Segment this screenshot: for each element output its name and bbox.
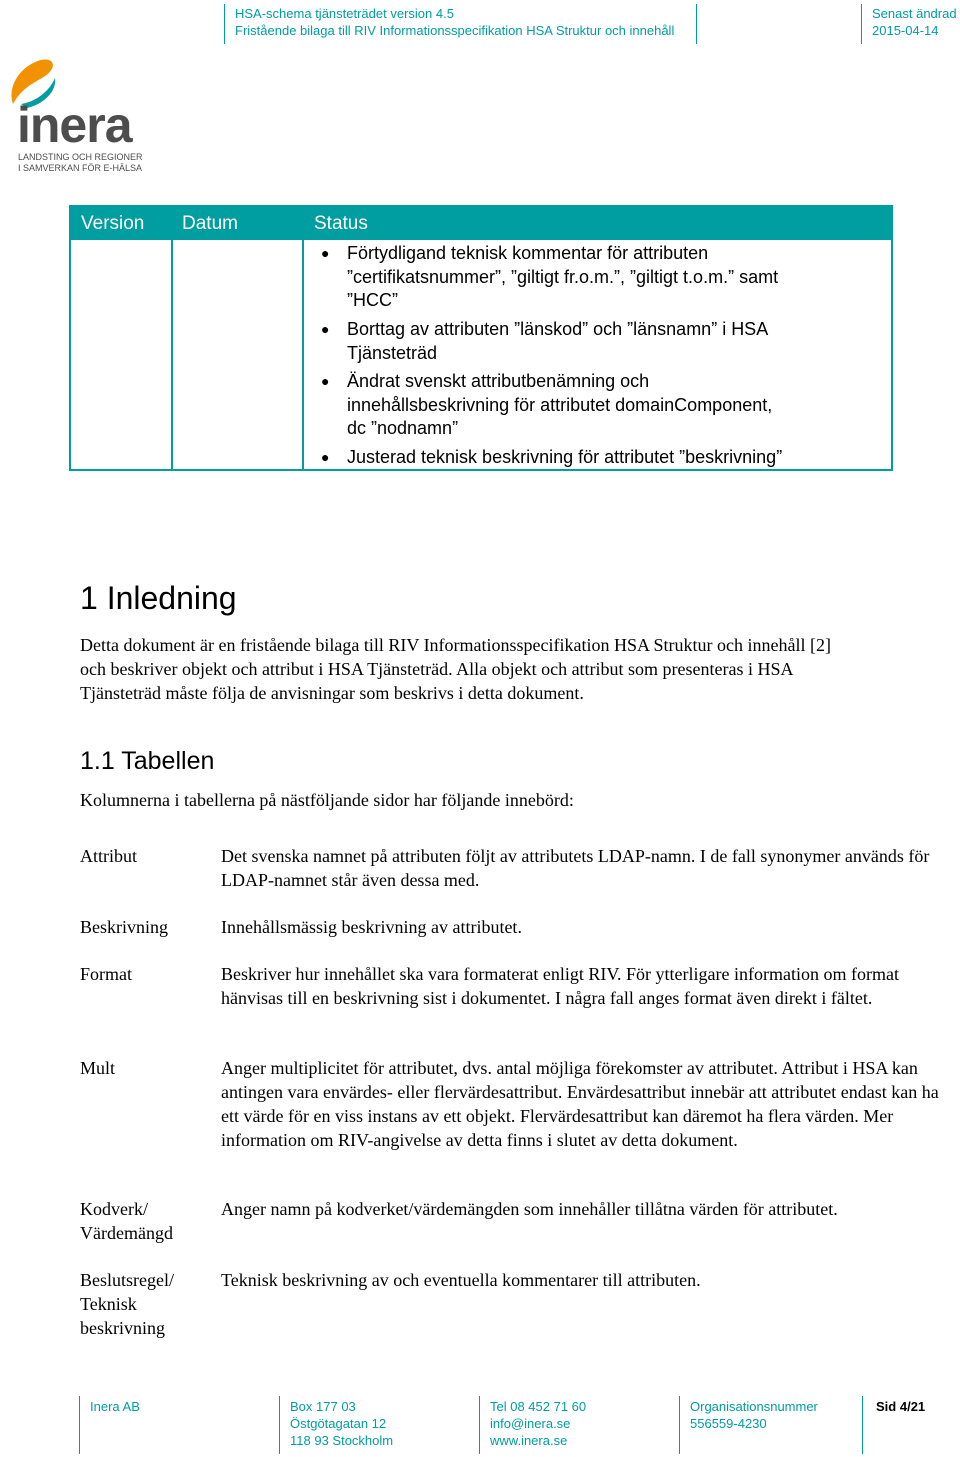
inera-logo xyxy=(5,58,155,178)
changed-date: 2015-04-14 xyxy=(872,23,939,38)
status-item: ● Förtydligand teknisk kommentar för attributen ”certifikatsnummer”, ”giltigt fr.o.m.”, ”giltigt t.o.m.” samt ”HCC” xyxy=(321,243,779,310)
footer-divider xyxy=(279,1396,280,1454)
footer-address-line: 118 93 Stockholm xyxy=(290,1433,394,1448)
footer-phone: Tel 08 452 71 60 xyxy=(490,1399,587,1414)
footer-divider xyxy=(679,1396,680,1454)
footer-company: Inera AB xyxy=(90,1399,140,1414)
definition-term: Attribut xyxy=(80,846,137,866)
column-datum: Datum xyxy=(182,213,238,234)
changed-label: Senast ändrad xyxy=(872,6,957,21)
definition-term: Beslutsregel/ Teknisk beskrivning xyxy=(80,1270,174,1338)
footer-org-label: Organisationsnummer xyxy=(690,1399,818,1414)
bullet-icon: ● xyxy=(321,449,330,465)
header-divider xyxy=(861,4,862,44)
footer-org-number: 556559-4230 xyxy=(690,1416,767,1431)
version-table xyxy=(69,205,893,471)
column-divider xyxy=(171,240,173,469)
footer-web-link[interactable]: www.inera.se xyxy=(490,1433,568,1448)
status-item: ● Justerad teknisk beskrivning för attributet ”beskrivning” xyxy=(347,446,887,470)
column-status: Status xyxy=(314,213,368,234)
page-indicator xyxy=(876,1398,925,1415)
definition-desc: Anger multiplicitet för attributet, dvs. antal möjliga förekomster av attributet. Attribut i HSA kan antingen vara envärdes- eller flervärdesattribut. Envärdesattribut innebär att attributet endast kan ha ett värde för en viss instans av ett objekt. Flervärdesattribut kan däremot ha flera värden. Mer information om RIV-angivelse av detta finns i slutet av detta dokument. xyxy=(221,1058,939,1150)
footer-divider xyxy=(79,1396,80,1454)
logo-tagline-line1: LANDSTING OCH REGIONER xyxy=(18,152,143,162)
definition-desc: Teknisk beskrivning av och eventuella kommentarer till attributen. xyxy=(221,1270,701,1290)
column-divider xyxy=(302,240,304,469)
definition-desc: Det svenska namnet på attributen följt av attributets LDAP-namn. I de fall synonymer används för LDAP-namnet står även dessa med. xyxy=(221,846,930,890)
logo-wordmark: inera xyxy=(17,97,132,153)
header-title-line1: HSA-schema tjänsteträdet version 4.5 xyxy=(235,6,454,21)
definition-term: Kodverk/ Värdemängd xyxy=(80,1199,173,1243)
definition-desc: Beskriver hur innehållet ska vara formaterat enligt RIV. För ytterligare information om format hänvisas till en beskrivning sist i dokumentet. I några fall anges format även direkt i fältet. xyxy=(221,964,899,1008)
status-item: ● Ändrat svenskt attributbenämning och innehållsbeskrivning för attributet domainComponent, dc ”nodnamn” xyxy=(321,371,773,438)
footer-address-line: Box 177 03 xyxy=(290,1399,356,1414)
logo-tagline-line2: I SAMVERKAN FÖR E-HÄLSA xyxy=(18,163,143,173)
bullet-icon: ● xyxy=(321,321,330,337)
header-divider xyxy=(224,4,225,44)
header-divider xyxy=(696,4,697,44)
page-label: Sid xyxy=(876,1399,897,1414)
status-item: ● Borttag av attributen ”länskod” och ”länsnamn” i HSA Tjänsteträd xyxy=(321,319,769,363)
subsection-heading: 1.1 Tabellen xyxy=(80,747,215,775)
bullet-icon: ● xyxy=(321,245,330,261)
footer-address-line: Östgötagatan 12 xyxy=(290,1416,387,1431)
definition-desc: Anger namn på kodverket/värdemängden som innehåller tillåtna värden för attributet. xyxy=(221,1199,838,1219)
definition-desc: Innehållsmässig beskrivning av attributet. xyxy=(221,917,522,937)
subsection-intro: Kolumnerna i tabellerna på nästföljande sidor har följande innebörd: xyxy=(80,790,574,810)
footer-divider xyxy=(479,1396,480,1454)
definition-term: Mult xyxy=(80,1058,116,1078)
version-table-header xyxy=(71,207,891,240)
footer-email-link[interactable]: info@inera.se xyxy=(490,1416,571,1431)
definition-term: Format xyxy=(80,964,132,984)
section-heading: 1 Inledning xyxy=(80,580,237,616)
footer-divider xyxy=(862,1396,863,1454)
bullet-icon: ● xyxy=(321,373,330,389)
section-paragraph: Detta dokument är en fristående bilaga till RIV Informationsspecifikation HSA Struktur och innehåll [2] och beskriver objekt och attribut i HSA Tjänsteträd. Alla objekt och attribut som presenteras i HSA Tjänsteträd måste följa de anvisningar som beskrivs i detta dokument. xyxy=(80,635,831,703)
page-number: 4/21 xyxy=(899,1399,926,1414)
column-version: Version xyxy=(81,213,145,234)
header-title-line2: Fristående bilaga till RIV Informationsspecifikation HSA Struktur och innehåll xyxy=(235,23,675,38)
definition-term: Beskrivning xyxy=(80,917,168,937)
